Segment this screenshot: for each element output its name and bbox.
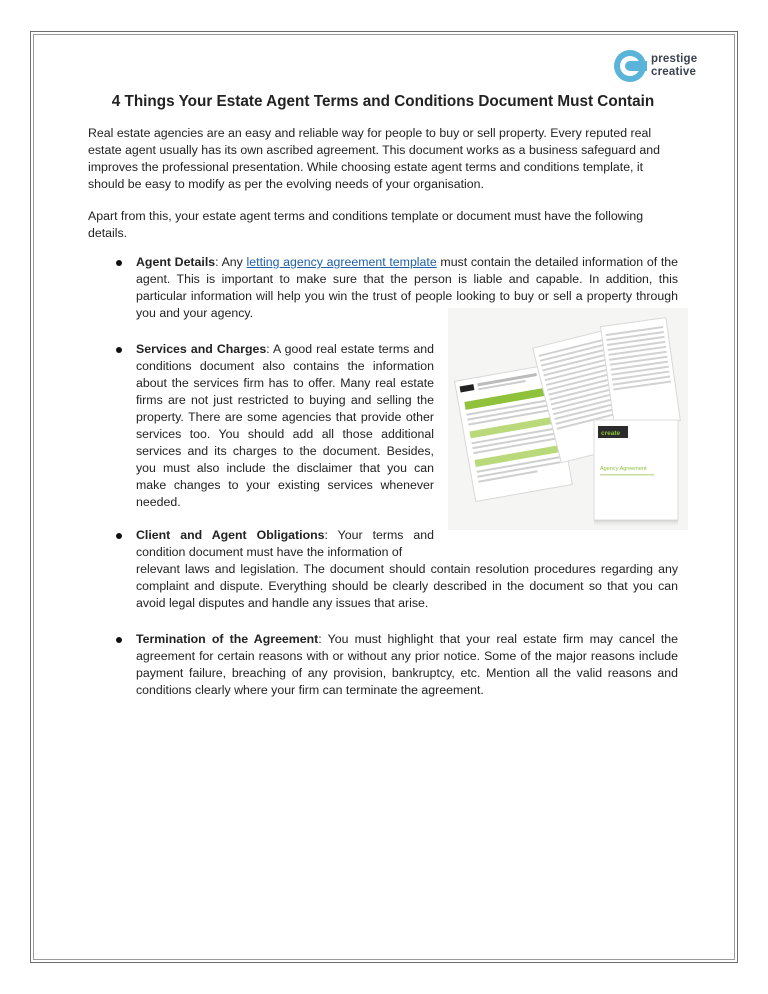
agreement-documents-image <box>448 308 688 530</box>
bullet-dot-icon <box>116 637 122 643</box>
bullet-services-charges <box>136 341 434 511</box>
document-title: 4 Things Your Estate Agent Terms and Conditions Document Must Contain <box>111 93 655 110</box>
bullet-dot-icon <box>116 347 122 353</box>
bullet-text: : A good real estate terms and conditions document also contains the information about the services firm has to offer. Many real estate firms are not just restricted to buying and selling the property. There are some agencies that provide other services too. You should add all those additional services and its charges to the document. Besides, you must also include the disclaimer that you can make changes to your existing services whenever needed. <box>136 342 434 509</box>
bullet-heading: Termination of the Agreement <box>136 632 319 646</box>
cover-title: Agency Agreement <box>600 466 647 472</box>
bullet-heading: Agent Details <box>136 255 216 269</box>
logo-line-1: prestige <box>651 53 698 65</box>
bullet-dot-icon <box>116 260 122 266</box>
bullet-text: must contain the detailed information of the agent. This is important to make sure that the person is liable and capable. In addition, this particular information will help you win the trust of people looking to buy or sell a property through you and your agency. <box>136 255 678 320</box>
letting-agency-template-link[interactable]: letting agency agreement template <box>246 255 437 269</box>
document-page-right <box>600 318 680 430</box>
bullet-text: : Your terms and condition document must have the information of <box>136 528 434 559</box>
bullet-heading: Services and Charges <box>136 342 267 356</box>
bullet-dot-icon <box>116 533 122 539</box>
documents-illustration <box>448 308 688 530</box>
bullet-heading: Client and Agent Obligations <box>136 528 325 542</box>
details-paragraph: Apart from this, your estate agent terms and conditions template or document must have the following details. <box>88 209 644 240</box>
bullet-termination <box>136 631 678 699</box>
intro-paragraph: Real estate agencies are an easy and reliable way for people to buy or sell property. Every reputed real estate agent usually has its own ascribed agreement. This document works as a business safeguard and improves the professional presentation. While choosing estate agent terms and conditions template, it should be easy to modify as per the evolving needs of your organisation. <box>88 126 661 191</box>
bullet-client-obligations <box>136 527 678 612</box>
document-cover <box>594 420 678 528</box>
logo-line-2: creative <box>651 66 697 78</box>
cover-brand-tag: create <box>601 430 621 437</box>
bullet-text: : You must highlight that your real estate firm may cancel the agreement for certain reasons with or without any prior notice. Some of the major reasons include payment failure, breaching of any provision, bankruptcy, etc. Mention all the valid reasons and conditions clearly where your firm can terminate the agreement. <box>136 632 678 697</box>
bullet-text: : Any <box>215 255 247 269</box>
prestige-creative-logo <box>613 44 705 88</box>
bullet-text-continued: relevant laws and legislation. The document should contain resolution procedures regarding any complaint and dispute. Everything should be clearly described in the document so that you can avoid legal disputes and handle any issues that arise. <box>136 562 678 610</box>
logo-c-icon <box>613 49 647 83</box>
